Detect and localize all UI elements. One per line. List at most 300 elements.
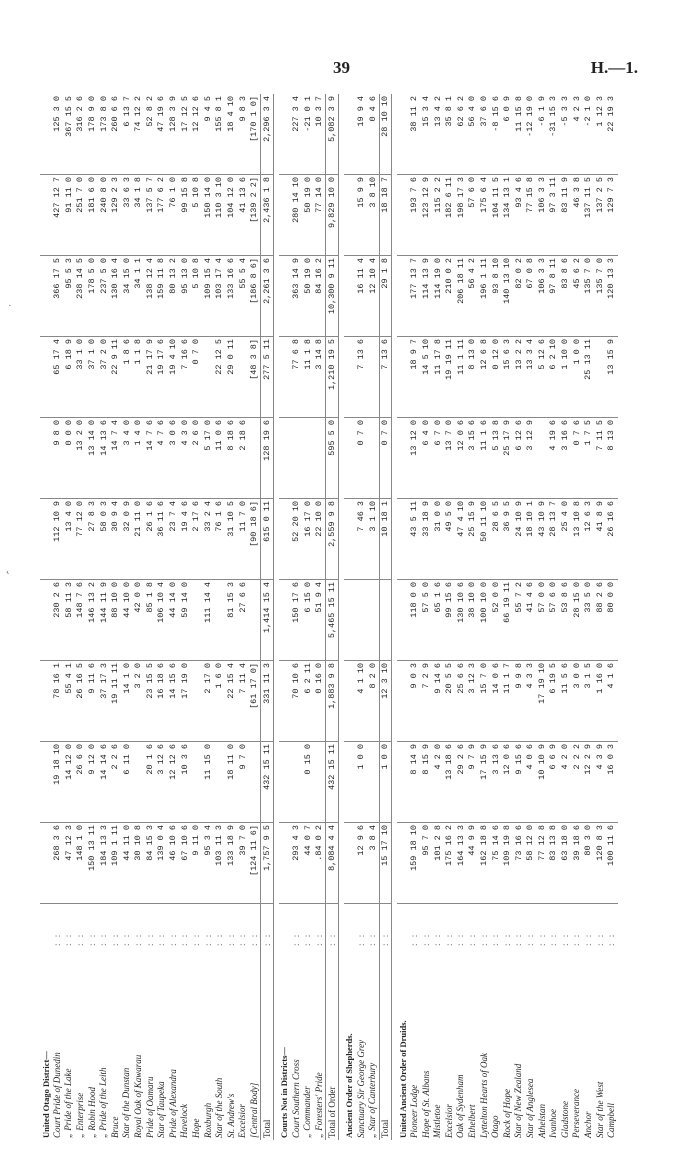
amount-cell: 34 1 8 [133,175,145,256]
amount-cell: 75 14 6 [490,823,502,904]
amount-cell: 13 10 8 [571,499,583,580]
amount-cell [355,580,367,661]
amount-cell: 0 4 6 [367,94,379,175]
amount-cell: 53 8 6 [560,580,572,661]
amount-cell: 9 15 6 [513,742,525,823]
leader-dots: : : [144,932,155,946]
amount-cell: 41 8 9 [594,499,606,580]
table-row [444,94,456,1140]
amount-cell [249,418,261,499]
amount-cell: 139 0 4 [156,823,168,904]
amount-cell: 1 7 5 [583,418,595,499]
amount-cell: 5 10 8 [191,175,203,256]
amount-cell: 12 9 6 [355,823,367,904]
table-row [583,94,595,1140]
amount-cell: 0 12 0 [490,337,502,418]
total-amount: 615 0 11 [261,499,274,580]
page-number: 39 [333,58,350,77]
amount-cell: 91 11 0 [63,175,75,256]
leader-dots: : : [606,932,617,946]
amount-cell: 9 9 8 [513,661,525,742]
amount-cell: 56 4 2 [467,256,479,337]
total-amount: 7 13 6 [379,337,392,418]
amount-cell: 12 0 6 [455,418,467,499]
amount-cell: 11 5 6 [560,661,572,742]
amount-cell: 22 19 3 [606,94,618,175]
amount-cell: 13 3 4 [525,337,537,418]
amount-cell: 159 11 8 [156,256,168,337]
amount-cell: 7 46 3 [355,499,367,580]
amount-cell: 238 14 5 [75,256,87,337]
amount-cell: 6 15 0 [302,580,314,661]
amount-cell: 293 4 3 [290,823,302,904]
amount-cell [249,742,261,823]
table-row [133,94,145,1140]
amount-cell: 0 16 0 [314,661,326,742]
amount-cell: [170 1 0] [249,94,261,175]
table-row [478,94,490,1140]
amount-cell: 144 11 9 [98,580,110,661]
amount-cell: 82 0 2 [513,256,525,337]
amount-cell: [124 11 6] [249,823,261,904]
amount-cell: 8 13 0 [467,337,479,418]
amount-cell: 27 8 3 [86,499,98,580]
amount-cell: 109 1 11 [110,823,122,904]
amount-cell: 31 10 5 [226,499,238,580]
amount-cell: 15 6 3 [502,337,514,418]
amount-cell: 100 11 6 [606,823,618,904]
amount-cell: 0 0 0 [63,418,75,499]
amount-cell: 20 5 5 [444,661,456,742]
amount-cell: 25 6 6 [455,661,467,742]
total-amount: 595 5 0 [326,418,339,499]
amount-cell: 7 11 4 [237,661,249,742]
amount-cell: 104 11 5 [490,175,502,256]
amount-cell: 14 7 4 [110,418,122,499]
table-row [168,94,180,1140]
leader-dots [279,904,291,949]
amount-cell [367,580,379,661]
society-name: Rock of Hope [501,1089,512,1138]
table-row [409,94,421,1140]
table-row [606,94,618,1140]
table-row [202,94,214,1140]
amount-cell: 114 19 0 [432,256,444,337]
amount-cell: 13 15 9 [606,337,618,418]
amount-cell: 135 7 0 [583,256,595,337]
amount-cell: 55 7 2 [513,580,525,661]
amount-cell: 28 13 7 [548,499,560,580]
amount-cell: 37 1 0 [86,337,98,418]
amount-cell: 22 15 4 [226,661,238,742]
amount-cell: 77 15 8 [525,175,537,256]
amount-cell: 33 5 0 [583,580,595,661]
section-title: Ancient Order of Shepherds. [344,1033,355,1138]
amount-cell: 133 18 9 [226,823,238,904]
amount-cell: 6 6 9 [548,742,560,823]
table-row [75,94,87,1140]
society-name: Athelstan [536,1104,547,1138]
amount-cell: 4 2 0 [560,742,572,823]
amount-cell: 11 17 8 [432,337,444,418]
amount-cell: 3 1 5 [583,661,595,742]
empty-cell [279,256,291,337]
amount-cell: [61 17 0] [249,661,261,742]
amount-cell: 58 0 3 [98,499,110,580]
empty-cell [279,499,291,580]
amount-cell: 16 0 3 [606,742,618,823]
amount-cell: 97 8 11 [548,256,560,337]
amount-cell: 103 11 3 [214,823,226,904]
total-row [326,94,339,1140]
amount-cell: 99 15 6 [444,580,456,661]
total-amount: 10,300 9 11 [326,256,339,337]
empty-cell [40,175,52,256]
leader-dots: : : [379,904,392,949]
amount-cell: 4 7 6 [156,418,168,499]
table-row [191,94,203,1140]
section-title: Courts Not in Districts— [279,1047,290,1138]
amount-cell [191,742,203,823]
amount-cell: 44 0 7 [302,823,314,904]
amount-cell [191,580,203,661]
leader-dots: : : [490,932,501,946]
amount-cell: 6 2 10 [548,337,560,418]
amount-cell: 4 3 9 [594,742,606,823]
amount-cell: 17 19 0 [179,661,191,742]
society-name: „ Pride of the Leith [98,1067,109,1138]
amount-cell: 84 16 2 [314,256,326,337]
amount-cell: 260 6 6 [110,94,122,175]
amount-cell: 16 18 6 [156,661,168,742]
amount-cell: 57 6 0 [467,175,479,256]
amount-cell: 130 16 4 [110,256,122,337]
amount-cell: 30 10 8 [133,823,145,904]
amount-cell: 427 12 7 [52,175,64,256]
leader-dots: : : [225,932,236,946]
table-row [432,94,444,1140]
empty-cell [397,418,409,499]
amount-cell: 83 8 6 [560,256,572,337]
society-name: Hope [191,1118,202,1138]
society-name: Star of the Dunstan [121,1067,132,1138]
empty-cell [344,823,356,904]
amount-cell: 9 11 6 [86,661,98,742]
empty-cell [344,256,356,337]
amount-cell: 5 10 8 [191,256,203,337]
amount-cell: 9 4 5 [202,94,214,175]
society-name: Roxburgh [202,1102,213,1138]
amount-cell: 19 18 10 [52,742,64,823]
amount-cell: 11 1 8 [302,337,314,418]
table-row [536,94,548,1140]
amount-cell: 9 7 0 [237,742,249,823]
leader-dots: : : [409,932,420,946]
society-name: „ Pride of the Lake [63,1068,74,1138]
amount-cell: 57 0 0 [536,580,548,661]
amount-cell: 21 17 9 [144,337,156,418]
society-name: „ Commander [302,1086,313,1138]
amount-cell: 41 13 6 [237,175,249,256]
amount-cell: 177 13 7 [409,256,421,337]
society-name: Star of New Zealand [513,1063,524,1138]
amount-cell: 29 2 6 [455,742,467,823]
amount-cell: 34 1 1 [133,256,145,337]
society-name: Otago [490,1115,501,1138]
section-title: United Ancient Order of Druids. [397,1020,408,1138]
total-amount: 1,210 19 5 [326,337,339,418]
amount-cell: 59 14 0 [179,580,191,661]
empty-cell [40,418,52,499]
amount-cell: 8 14 9 [409,742,421,823]
table-row [156,94,168,1140]
amount-cell: 52 8 2 [144,94,156,175]
leader-dots: : : [75,932,86,946]
amount-cell: 93 4 6 [513,175,525,256]
amount-cell: 110 3 10 [214,175,226,256]
amount-cell: [90 18 6] [249,499,261,580]
leader-dots: : : [167,932,178,946]
empty-cell [40,256,52,337]
amount-cell: 11 1 6 [478,418,490,499]
amount-cell: 111 14 4 [202,580,214,661]
empty-cell [279,94,291,175]
society-name: Pioneer Lodge [409,1084,420,1138]
amount-cell: 123 12 9 [420,175,432,256]
leader-dots: : : [455,932,466,946]
amount-cell: 109 19 8 [502,823,514,904]
total-amount: 28 10 10 [379,94,392,175]
amount-cell: 4 0 6 [525,742,537,823]
amount-cell: 173 8 0 [98,94,110,175]
total-amount: 2,436 1 8 [261,175,274,256]
ledger-body [40,94,618,1140]
amount-cell: 19 9 4 [355,94,367,175]
amount-cell: 77 12 0 [75,499,87,580]
total-label: Total [261,948,274,1140]
total-amount: 1,757 9 5 [261,823,274,904]
amount-cell [191,661,203,742]
leader-dots: : : [478,932,489,946]
amount-cell: 3 8 4 [367,823,379,904]
leader-dots: : : [248,932,259,946]
empty-cell [279,580,291,661]
amount-cell: 2 17 6 [191,499,203,580]
amount-cell: 181 6 0 [86,175,98,256]
amount-cell: 36 9 5 [502,499,514,580]
amount-cell: 4 1 10 [355,661,367,742]
amount-cell: 76 1 0 [168,175,180,256]
amount-cell: 21 11 0 [133,499,145,580]
amount-cell: 2 17 0 [202,661,214,742]
leader-dots: : : [133,932,144,946]
amount-cell: [139 2 2] [249,175,261,256]
table-row [121,94,133,1140]
leader-dots: : : [548,932,559,946]
amount-cell: 34 15 0 [121,256,133,337]
table-row [314,94,326,1140]
amount-cell: 6 7 0 [432,418,444,499]
amount-cell: 67 10 6 [179,823,191,904]
amount-cell: 135 7 0 [594,256,606,337]
amount-cell: 0 7 0 [355,418,367,499]
empty-cell [344,742,356,823]
amount-cell: 227 3 4 [290,94,302,175]
total-amount: 1,414 15 4 [261,580,274,661]
total-amount: 10 18 1 [379,499,392,580]
amount-cell: 118 0 0 [409,580,421,661]
society-name: [Central Body] [248,1082,259,1138]
empty-cell [279,337,291,418]
empty-cell [279,742,291,823]
society-name: Star of the South [214,1077,225,1138]
total-amount: 128 19 6 [261,418,274,499]
society-name: Sanctuary Sir George Grey [355,1039,366,1138]
amount-cell: 26 1 6 [144,499,156,580]
amount-cell: 10 3 6 [179,742,191,823]
amount-cell: 3 0 6 [168,418,180,499]
amount-cell: 164 13 3 [455,823,467,904]
amount-cell: 2 18 6 [237,418,249,499]
leader-dots: : : [98,932,109,946]
society-name: Court Pride of Dunedin [51,1052,62,1138]
table-row [214,94,226,1140]
amount-cell: 95 13 0 [179,256,191,337]
amount-cell: 4 1 6 [606,661,618,742]
society-name: Royal Oak of Kawarau [133,1054,144,1138]
amount-cell: 11 15 0 [202,742,214,823]
amount-cell: 55 5 4 [237,256,249,337]
amount-cell: 58 12 0 [525,823,537,904]
amount-cell: 100 10 0 [478,580,490,661]
amount-cell: 1 12 3 [594,94,606,175]
table-row [548,94,560,1140]
leader-dots: : : [237,932,248,946]
amount-cell: 1 4 0 [133,418,145,499]
total-amount: 18 18 7 [379,175,392,256]
amount-cell: 14 12 0 [63,742,75,823]
amount-cell: 175 16 2 [444,823,456,904]
amount-cell: 175 6 4 [478,175,490,256]
amount-cell: 13 4 2 [432,94,444,175]
society-name: „ Robin Hood [86,1086,97,1138]
leader-dots: : : [202,932,213,946]
amount-cell: 230 2 6 [52,580,64,661]
amount-cell: 0 7 0 [191,337,203,418]
total-label: Total of Order [326,948,339,1140]
amount-cell: 5 12 6 [536,337,548,418]
amount-cell: [186 8 6] [249,256,261,337]
amount-cell: 52 20 10 [290,499,302,580]
amount-cell: 237 5 0 [98,256,110,337]
empty-cell [397,337,409,418]
amount-cell: 88 2 6 [594,580,606,661]
amount-cell: 109 15 4 [202,256,214,337]
amount-cell: 11 0 6 [214,418,226,499]
amount-cell: 65 1 6 [432,580,444,661]
amount-cell: 15 7 0 [478,661,490,742]
amount-cell: 22 9 11 [110,337,122,418]
amount-cell: 1 0 0 [571,337,583,418]
section-heading [279,94,291,1140]
amount-cell: 17 15 9 [478,742,490,823]
amount-cell: 137 5 7 [144,175,156,256]
total-amount [379,580,392,661]
amount-cell: 19 19 11 [444,337,456,418]
amount-cell: 99 15 8 [179,175,191,256]
table-row [571,94,583,1140]
amount-cell: 57 6 0 [548,580,560,661]
table-row [467,94,479,1140]
amount-cell: 46 10 6 [168,823,180,904]
table-row [455,94,467,1140]
amount-cell: 3 12 9 [525,418,537,499]
amount-cell: 366 17 5 [52,256,64,337]
amount-cell: 19 11 11 [110,661,122,742]
amount-cell: 6 2 11 [302,661,314,742]
amount-cell: 4 3 3 [525,661,537,742]
amount-cell: 106 3 3 [536,175,548,256]
amount-cell: 133 16 6 [226,256,238,337]
amount-cell: 13 12 0 [409,418,421,499]
leader-dots: : : [51,932,62,946]
empty-cell [344,499,356,580]
amount-cell: 27 6 6 [237,580,249,661]
amount-cell: -6 1 9 [536,94,548,175]
amount-cell: 31 0 0 [432,499,444,580]
amount-cell: 5 17 0 [202,418,214,499]
amount-cell: 26 6 0 [75,742,87,823]
amount-cell: 9 8 3 [237,94,249,175]
amount-cell: 1 1 8 [133,337,145,418]
society-name: Bruce [109,1116,120,1138]
amount-cell: 148 7 6 [75,580,87,661]
society-name: Hope of St. Albans [420,1070,431,1138]
amount-cell: 140 13 10 [502,256,514,337]
total-amount: 2,559 9 8 [326,499,339,580]
amount-cell [314,742,326,823]
amount-cell: 12 12 6 [168,742,180,823]
total-amount: 0 7 0 [379,418,392,499]
empty-cell [344,580,356,661]
amount-cell: 5 13 8 [490,418,502,499]
amount-cell: 177 6 2 [156,175,168,256]
amount-cell: 1 10 0 [560,337,572,418]
total-amount: 2,296 3 4 [261,94,274,175]
amount-cell: 128 3 9 [168,94,180,175]
total-amount: 5,082 3 9 [326,94,339,175]
amount-cell: 88 10 0 [110,580,122,661]
total-amount: 29 1 8 [379,256,392,337]
amount-cell: 28 6 5 [490,499,502,580]
amount-cell: 3 2 0 [133,661,145,742]
amount-cell: 11 7 0 [237,499,249,580]
amount-cell [214,580,226,661]
amount-cell [133,742,145,823]
amount-cell: 13 2 0 [75,418,87,499]
amount-cell: 80 3 0 [583,823,595,904]
amount-cell: 95 5 3 [63,256,75,337]
amount-cell: 28 15 0 [571,580,583,661]
total-amount: 12 3 10 [379,661,392,742]
amount-cell: 137 11 5 [583,175,595,256]
amount-cell: 148 1 0 [75,823,87,904]
margin-speck: · [8,300,12,312]
amount-cell: 2 6 0 [191,418,203,499]
society-name: Gladstone [559,1101,570,1138]
amount-cell: 46 3 8 [571,175,583,256]
amount-cell: 1 0 0 [355,742,367,823]
